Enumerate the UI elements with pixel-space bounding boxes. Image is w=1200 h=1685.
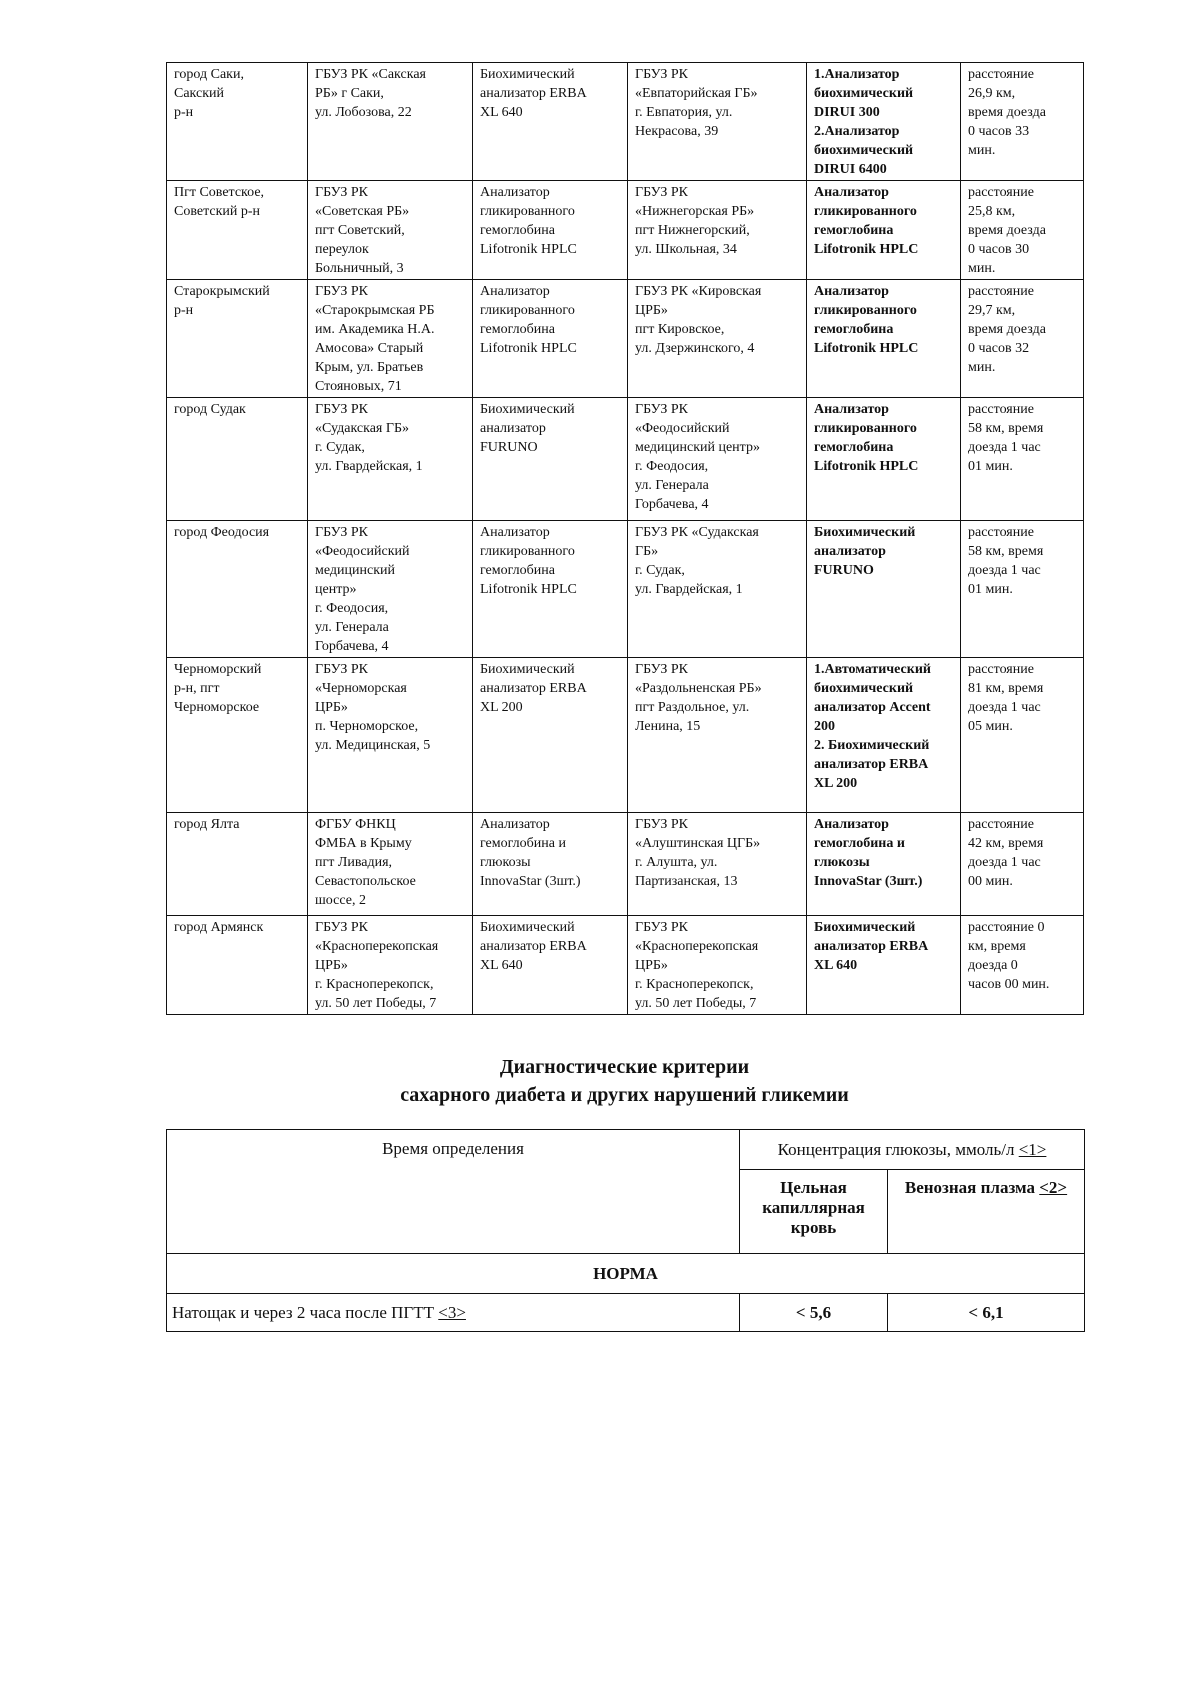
district-line: Советский р-н [174, 204, 261, 219]
distance-line: время доезда [968, 223, 1046, 238]
partner-equipment-line: гемоглобина и [814, 836, 905, 851]
distance-cell [961, 63, 1084, 181]
partner-institution-line: ГБ» [635, 544, 659, 559]
facility-row [167, 63, 1084, 181]
district-cell [167, 280, 308, 398]
partner-equipment-line: анализатор Accent [814, 700, 931, 715]
partner-institution-cell [628, 658, 807, 813]
partner-equipment-line: гликированного [814, 421, 917, 436]
distance-line: км, время [968, 939, 1026, 954]
equipment-line: XL 640 [480, 105, 523, 120]
partner-institution-cell [628, 521, 807, 658]
time-header-cell [167, 1130, 740, 1254]
partner-equipment-line: InnovaStar (3шт.) [814, 874, 923, 889]
partner-institution-line: ГБУЗ РК [635, 662, 689, 677]
partner-equipment-line: гликированного [814, 204, 917, 219]
institution-line: ГБУЗ РК [315, 185, 369, 200]
partner-institution-cell [628, 398, 807, 521]
partner-equipment-line: XL 200 [814, 776, 858, 791]
capillary-header-line: кровь [790, 1218, 837, 1237]
partner-equipment-line: гемоглобина [814, 322, 894, 337]
institution-cell [308, 813, 473, 916]
institution-line: ГБУЗ РК «Сакская [315, 67, 426, 82]
distance-cell [961, 813, 1084, 916]
distance-line: доезда 1 час [968, 440, 1041, 455]
distance-line: 26,9 км, [968, 86, 1016, 101]
partner-equipment-line: Анализатор [814, 284, 889, 299]
partner-equipment-line: DIRUI 300 [814, 105, 880, 120]
partner-institution-line: ЦРБ» [635, 303, 668, 318]
partner-institution-line: «Красноперекопская [635, 939, 759, 954]
partner-institution-line: пгт Кировское, [635, 322, 725, 337]
partner-equipment-line: XL 640 [814, 958, 858, 973]
distance-line: 05 мин. [968, 719, 1013, 734]
district-line: Старокрымский [174, 284, 270, 299]
venous-footnote-ref: <2> [1039, 1178, 1068, 1197]
partner-equipment-line: 1.Анализатор [814, 67, 900, 82]
partner-equipment-cell [807, 916, 961, 1015]
distance-line: расстояние [968, 185, 1034, 200]
distance-line: мин. [968, 261, 996, 276]
partner-equipment-line: Lifotronik HPLC [814, 341, 919, 356]
equipment-cell [473, 658, 628, 813]
institution-cell [308, 280, 473, 398]
institution-line: г. Судак, [315, 440, 365, 455]
distance-line: мин. [968, 143, 996, 158]
institution-line: центр» [315, 582, 357, 597]
partner-equipment-line: гемоглобина [814, 440, 894, 455]
partner-institution-cell [628, 813, 807, 916]
distance-line: 0 часов 30 [968, 242, 1030, 257]
partner-equipment-cell [807, 63, 961, 181]
partner-institution-line: ул. 50 лет Победы, 7 [635, 996, 757, 1011]
fasting-row [167, 1294, 1085, 1332]
facility-row [167, 398, 1084, 521]
venous-header: Венозная плазма [904, 1178, 1035, 1197]
institution-cell [308, 398, 473, 521]
equipment-line: FURUNO [480, 440, 538, 455]
distance-line: 81 км, время [968, 681, 1044, 696]
equipment-line: гликированного [480, 303, 575, 318]
distance-line: мин. [968, 360, 996, 375]
partner-equipment-cell [807, 280, 961, 398]
district-line: Пгт Советское, [174, 185, 265, 200]
district-line: Черноморский [174, 662, 262, 677]
distance-line: 29,7 км, [968, 303, 1016, 318]
district-line: р-н [174, 105, 194, 120]
equipment-cell [473, 398, 628, 521]
partner-equipment-line: 1.Автоматический [814, 662, 931, 677]
district-line: город Ялта [174, 817, 240, 832]
distance-line: доезда 1 час [968, 563, 1041, 578]
institution-line: ул. Гвардейская, 1 [315, 459, 423, 474]
distance-line: 42 км, время [968, 836, 1044, 851]
institution-cell [308, 658, 473, 813]
institution-line: «Феодосийский [315, 544, 410, 559]
facility-row [167, 813, 1084, 916]
partner-institution-line: «Раздольненская РБ» [635, 681, 762, 696]
partner-equipment-cell [807, 181, 961, 280]
institution-line: Горбачева, 4 [315, 639, 389, 654]
partner-institution-line: «Нижнегорская РБ» [635, 204, 755, 219]
distance-cell [961, 658, 1084, 813]
venous-value-cell [888, 1294, 1085, 1332]
district-cell [167, 398, 308, 521]
district-cell [167, 521, 308, 658]
institution-line: пгт Ливадия, [315, 855, 393, 870]
fasting-footnote-ref: <3> [438, 1302, 466, 1322]
partner-equipment-line: 200 [814, 719, 835, 734]
distance-line: расстояние [968, 817, 1034, 832]
equipment-line: Анализатор [480, 817, 550, 832]
equipment-cell [473, 181, 628, 280]
institution-line: ул. Медицинская, 5 [315, 738, 431, 753]
equipment-cell [473, 813, 628, 916]
facility-row [167, 280, 1084, 398]
partner-equipment-cell [807, 521, 961, 658]
distance-line: доезда 1 час [968, 855, 1041, 870]
partner-institution-line: «Феодосийский [635, 421, 730, 436]
district-cell [167, 181, 308, 280]
partner-equipment-line: Анализатор [814, 402, 889, 417]
distance-line: расстояние [968, 662, 1034, 677]
criteria-heading [166, 1053, 1083, 1109]
venous-header-cell [888, 1170, 1085, 1254]
equipment-line: анализатор [480, 421, 546, 436]
district-line: р-н, пгт [174, 681, 220, 696]
district-line: город Саки, [174, 67, 244, 82]
equipment-line: Биохимический [480, 67, 575, 82]
partner-equipment-line: Lifotronik HPLC [814, 242, 919, 257]
partner-institution-line: ул. Дзержинского, 4 [635, 341, 755, 356]
institution-line: «Советская РБ» [315, 204, 410, 219]
institution-line: «Черноморская [315, 681, 407, 696]
partner-equipment-line: Анализатор [814, 817, 889, 832]
distance-line: 01 мин. [968, 582, 1013, 597]
equipment-line: гемоглобина [480, 322, 555, 337]
criteria-heading-line1: Диагностические критерии [499, 1056, 750, 1078]
partner-institution-line: «Евпаторийская ГБ» [635, 86, 758, 101]
partner-equipment-cell [807, 813, 961, 916]
distance-line: расстояние [968, 525, 1034, 540]
partner-institution-line: г. Феодосия, [635, 459, 709, 474]
institution-line: ФГБУ ФНКЦ [315, 817, 396, 832]
norm-label-cell [167, 1254, 1085, 1294]
distance-line: расстояние [968, 284, 1034, 299]
distance-line: 01 мин. [968, 459, 1013, 474]
facility-row [167, 181, 1084, 280]
equipment-line: глюкозы [480, 855, 531, 870]
partner-equipment-line: гемоглобина [814, 223, 894, 238]
partner-institution-cell [628, 916, 807, 1015]
equipment-line: InnovaStar (3шт.) [480, 874, 581, 889]
institution-line: п. Черноморское, [315, 719, 419, 734]
partner-equipment-line: анализатор ERBA [814, 757, 929, 772]
conc-footnote-ref: <1> [1018, 1139, 1047, 1159]
partner-equipment-cell [807, 398, 961, 521]
institution-line: «Старокрымская РБ [315, 303, 435, 318]
distance-line: 58 км, время [968, 421, 1044, 436]
equipment-line: анализатор ERBA [480, 86, 587, 101]
institution-line: ГБУЗ РК [315, 525, 369, 540]
partner-institution-cell [628, 63, 807, 181]
district-cell [167, 916, 308, 1015]
institution-line: ул. Генерала [315, 620, 389, 635]
partner-institution-line: г. Алушта, ул. [635, 855, 718, 870]
equipment-cell [473, 521, 628, 658]
distance-line: 0 часов 32 [968, 341, 1030, 356]
partner-institution-line: г. Евпатория, ул. [635, 105, 733, 120]
district-line: город Армянск [174, 920, 264, 935]
equipment-line: Анализатор [480, 525, 550, 540]
district-line: р-н [174, 303, 194, 318]
partner-institution-line: ГБУЗ РК [635, 402, 689, 417]
partner-institution-cell [628, 280, 807, 398]
institution-line: г. Феодосия, [315, 601, 389, 616]
partner-equipment-line: Биохимический [814, 525, 916, 540]
partner-institution-line: ЦРБ» [635, 958, 668, 973]
facility-row [167, 521, 1084, 658]
district-cell [167, 813, 308, 916]
district-line: город Феодосия [174, 525, 270, 540]
partner-equipment-line: Lifotronik HPLC [814, 459, 919, 474]
partner-equipment-line: 2.Анализатор [814, 124, 900, 139]
institution-line: РБ» г Саки, [315, 86, 384, 101]
district-line: Сакский [174, 86, 225, 101]
institution-line: шоссе, 2 [315, 893, 366, 908]
distance-line: 0 часов 33 [968, 124, 1030, 139]
distance-line: 00 мин. [968, 874, 1013, 889]
institution-cell [308, 916, 473, 1015]
partner-equipment-line: Биохимический [814, 920, 916, 935]
distance-line: расстояние [968, 402, 1034, 417]
institution-line: Севастопольское [315, 874, 416, 889]
institution-line: ул. Лобозова, 22 [315, 105, 412, 120]
institution-line: пгт Советский, [315, 223, 405, 238]
equipment-cell [473, 916, 628, 1015]
capillary-value-cell [740, 1294, 888, 1332]
distance-line: доезда 1 час [968, 700, 1041, 715]
distance-cell [961, 181, 1084, 280]
facility-row [167, 658, 1084, 813]
fasting-label-cell [167, 1294, 740, 1332]
partner-institution-line: ГБУЗ РК «Судакская [635, 525, 759, 540]
partner-institution-line: ул. Генерала [635, 478, 709, 493]
equipment-line: Биохимический [480, 920, 575, 935]
distance-line: время доезда [968, 105, 1046, 120]
institution-line: ул. 50 лет Победы, 7 [315, 996, 437, 1011]
partner-institution-line: ГБУЗ РК [635, 185, 689, 200]
venous-value: < 6,1 [968, 1302, 1004, 1322]
institution-line: им. Академика Н.А. [315, 322, 435, 337]
capillary-header-line: Цельная [780, 1178, 847, 1197]
partner-equipment-line: DIRUI 6400 [814, 162, 887, 177]
equipment-cell [473, 63, 628, 181]
partner-institution-line: Горбачева, 4 [635, 497, 709, 512]
district-line: город Судак [174, 402, 246, 417]
partner-institution-line: Ленина, 15 [635, 719, 701, 734]
equipment-line: Lifotronik HPLC [480, 242, 577, 257]
equipment-cell [473, 280, 628, 398]
institution-line: переулок [315, 242, 369, 257]
partner-institution-line: ул. Школьная, 34 [635, 242, 737, 257]
distance-line: 58 км, время [968, 544, 1044, 559]
partner-institution-line: ГБУЗ РК «Кировская [635, 284, 762, 299]
institution-line: медицинский [315, 563, 395, 578]
distance-line: доезда 0 [968, 958, 1018, 973]
equipment-line: гемоглобина и [480, 836, 566, 851]
criteria-heading-line2: сахарного диабета и других нарушений гликемии [400, 1084, 849, 1106]
capillary-header-line: капиллярная [762, 1198, 865, 1217]
institution-cell [308, 181, 473, 280]
partner-equipment-line: биохимический [814, 86, 914, 101]
criteria-header-row [167, 1130, 1085, 1170]
facilities-table-body [167, 63, 1084, 1015]
institution-line: Крым, ул. Братьев [315, 360, 424, 375]
capillary-header-cell [740, 1170, 888, 1254]
institution-line: Больничный, 3 [315, 261, 404, 276]
partner-institution-line: пгт Нижнегорский, [635, 223, 750, 238]
equipment-line: анализатор ERBA [480, 939, 587, 954]
distance-cell [961, 521, 1084, 658]
partner-equipment-cell [807, 658, 961, 813]
institution-line: «Красноперекопская [315, 939, 439, 954]
partner-equipment-line: Анализатор [814, 185, 889, 200]
partner-institution-line: Некрасова, 39 [635, 124, 719, 139]
equipment-line: XL 200 [480, 700, 523, 715]
institution-line: ГБУЗ РК [315, 920, 369, 935]
conc-header: Концентрация глюкозы, ммоль/л [777, 1139, 1015, 1159]
partner-institution-line: ГБУЗ РК [635, 67, 689, 82]
partner-institution-line: ГБУЗ РК [635, 920, 689, 935]
criteria-table [166, 1129, 1085, 1332]
partner-institution-cell [628, 181, 807, 280]
norm-row [167, 1254, 1085, 1294]
equipment-line: гликированного [480, 544, 575, 559]
partner-institution-line: Партизанская, 13 [635, 874, 738, 889]
distance-line: расстояние [968, 67, 1034, 82]
distance-cell [961, 916, 1084, 1015]
conc-header-cell [740, 1130, 1085, 1170]
equipment-line: XL 640 [480, 958, 523, 973]
partner-equipment-line: анализатор [814, 544, 886, 559]
partner-equipment-line: биохимический [814, 143, 914, 158]
institution-line: ЦРБ» [315, 700, 348, 715]
norm-label: НОРМА [593, 1263, 658, 1283]
institution-line: г. Красноперекопск, [315, 977, 434, 992]
institution-cell [308, 521, 473, 658]
equipment-line: гемоглобина [480, 223, 555, 238]
equipment-line: Анализатор [480, 185, 550, 200]
partner-institution-line: ул. Гвардейская, 1 [635, 582, 743, 597]
fasting-label: Натощак и через 2 часа после ПГТТ [172, 1302, 435, 1322]
institution-line: Амосова» Старый [315, 341, 424, 356]
partner-equipment-line: глюкозы [814, 855, 870, 870]
partner-equipment-line: FURUNO [814, 563, 874, 578]
equipment-line: анализатор ERBA [480, 681, 587, 696]
partner-institution-line: г. Красноперекопск, [635, 977, 754, 992]
institution-line: ФМБА в Крыму [315, 836, 412, 851]
partner-equipment-line: биохимический [814, 681, 914, 696]
time-header: Время определения [382, 1139, 524, 1158]
distance-cell [961, 280, 1084, 398]
institution-cell [308, 63, 473, 181]
equipment-line: Анализатор [480, 284, 550, 299]
district-cell [167, 63, 308, 181]
institution-line: ГБУЗ РК [315, 284, 369, 299]
equipment-line: Биохимический [480, 402, 575, 417]
institution-line: ГБУЗ РК [315, 402, 369, 417]
partner-institution-line: г. Судак, [635, 563, 685, 578]
institution-line: Стояновых, 71 [315, 379, 402, 394]
district-cell [167, 658, 308, 813]
distance-line: расстояние 0 [968, 920, 1045, 935]
partner-institution-line: медицинский центр» [635, 440, 760, 455]
equipment-line: Lifotronik HPLC [480, 341, 577, 356]
distance-cell [961, 398, 1084, 521]
institution-line: «Судакская ГБ» [315, 421, 409, 436]
distance-line: часов 00 мин. [968, 977, 1050, 992]
distance-line: 25,8 км, [968, 204, 1016, 219]
equipment-line: гликированного [480, 204, 575, 219]
distance-line: время доезда [968, 322, 1046, 337]
equipment-line: Биохимический [480, 662, 575, 677]
equipment-line: гемоглобина [480, 563, 555, 578]
district-line: Черноморское [174, 700, 260, 715]
facilities-table [166, 62, 1084, 1015]
partner-equipment-line: гликированного [814, 303, 917, 318]
institution-line: ГБУЗ РК [315, 662, 369, 677]
partner-institution-line: «Алуштинская ЦГБ» [635, 836, 761, 851]
facility-row [167, 916, 1084, 1015]
partner-institution-line: ГБУЗ РК [635, 817, 689, 832]
capillary-value: < 5,6 [795, 1302, 832, 1322]
institution-line: ЦРБ» [315, 958, 348, 973]
equipment-line: Lifotronik HPLC [480, 582, 577, 597]
partner-equipment-line: анализатор ERBA [814, 939, 929, 954]
partner-equipment-line: 2. Биохимический [814, 738, 930, 753]
partner-institution-line: пгт Раздольное, ул. [635, 700, 750, 715]
